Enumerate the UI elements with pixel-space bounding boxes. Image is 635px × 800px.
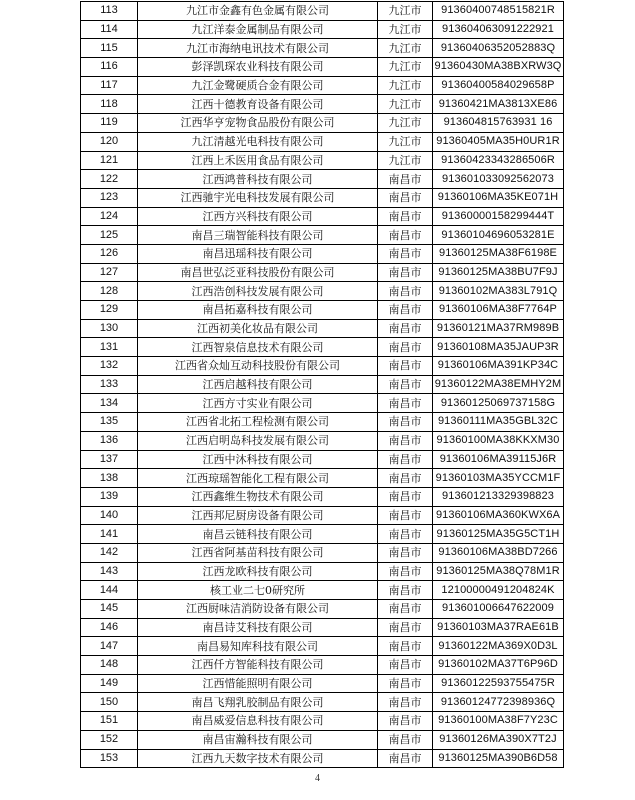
- city-name: 南昌市: [378, 357, 433, 376]
- credit-code: 91360106MA391KP34C: [433, 357, 564, 376]
- city-name: 南昌市: [378, 487, 433, 506]
- row-number: 118: [81, 95, 138, 114]
- credit-code: 91360106MA38F7764P: [433, 301, 564, 320]
- city-name: 九江市: [378, 39, 433, 58]
- row-number: 151: [81, 712, 138, 731]
- city-name: 九江市: [378, 76, 433, 95]
- company-name: 江西上禾医用食品有限公司: [138, 151, 378, 170]
- row-number: 126: [81, 244, 138, 263]
- credit-code: 91360106MA39115J6R: [433, 450, 564, 469]
- company-name: 南昌迅瑶科技有限公司: [138, 244, 378, 263]
- table-row: [81, 413, 564, 432]
- row-number: 142: [81, 543, 138, 562]
- credit-code: 91360102MA383L791Q: [433, 282, 564, 301]
- row-number: 130: [81, 319, 138, 338]
- table-row: [81, 637, 564, 656]
- company-name: 江西九天数字技术有限公司: [138, 749, 378, 768]
- city-name: 南昌市: [378, 749, 433, 768]
- city-name: 南昌市: [378, 525, 433, 544]
- row-number: 113: [81, 2, 138, 21]
- credit-code: 913601213329398823: [433, 487, 564, 506]
- company-name: 江西惜能照明有限公司: [138, 674, 378, 693]
- company-name: 彭泽凯琛农业科技有限公司: [138, 58, 378, 77]
- city-name: 南昌市: [378, 656, 433, 675]
- table-row: [81, 357, 564, 376]
- table-row: [81, 207, 564, 226]
- city-name: 南昌市: [378, 637, 433, 656]
- row-number: 153: [81, 749, 138, 768]
- table-row: [81, 132, 564, 151]
- company-name: 江西龙欧科技有限公司: [138, 562, 378, 581]
- row-number: 132: [81, 357, 138, 376]
- table-row: [81, 394, 564, 413]
- company-name: 南昌三瑞智能科技有限公司: [138, 226, 378, 245]
- company-name: 江西中沐科技有限公司: [138, 450, 378, 469]
- row-number: 116: [81, 58, 138, 77]
- table-row: [81, 749, 564, 768]
- row-number: 121: [81, 151, 138, 170]
- company-name: 江西鸿普科技有限公司: [138, 170, 378, 189]
- credit-code: 91360125069737158G: [433, 394, 564, 413]
- credit-code: 91360122MA369X0D3L: [433, 637, 564, 656]
- table-row: [81, 450, 564, 469]
- row-number: 127: [81, 263, 138, 282]
- company-name: 江西华亨宠物食品股份有限公司: [138, 114, 378, 133]
- company-name: 江西初美化妆品有限公司: [138, 319, 378, 338]
- city-name: 南昌市: [378, 170, 433, 189]
- table-row: [81, 282, 564, 301]
- city-name: 南昌市: [378, 693, 433, 712]
- company-name: 江西十德教育设备有限公司: [138, 95, 378, 114]
- table-row: [81, 506, 564, 525]
- company-table-body: [81, 2, 564, 768]
- city-name: 九江市: [378, 2, 433, 21]
- city-name: 南昌市: [378, 600, 433, 619]
- city-name: 南昌市: [378, 506, 433, 525]
- table-row: [81, 487, 564, 506]
- company-name: 南昌宙瀚科技有限公司: [138, 730, 378, 749]
- city-name: 南昌市: [378, 263, 433, 282]
- company-name: 江西启明岛科技发展有限公司: [138, 431, 378, 450]
- credit-code: 91360103MA35YCCM1F: [433, 469, 564, 488]
- table-row: [81, 581, 564, 600]
- company-name: 九江清越光电科技有限公司: [138, 132, 378, 151]
- credit-code: 91360400584029658P: [433, 76, 564, 95]
- table-row: [81, 712, 564, 731]
- credit-code: 91360121MA37RM989B: [433, 319, 564, 338]
- row-number: 147: [81, 637, 138, 656]
- credit-code: 91360122MA38EMHY2M: [433, 375, 564, 394]
- table-row: [81, 170, 564, 189]
- company-name: 九江金鹭硬质合金有限公司: [138, 76, 378, 95]
- company-name: 南昌世弘泛亚科技股份有限公司: [138, 263, 378, 282]
- credit-code: 91360104696053281E: [433, 226, 564, 245]
- company-name: 九江洋泰金属制品有限公司: [138, 20, 378, 39]
- company-name: 南昌诗艾科技有限公司: [138, 618, 378, 637]
- table-row: [81, 301, 564, 320]
- credit-code: 91360106MA35KE071H: [433, 188, 564, 207]
- row-number: 150: [81, 693, 138, 712]
- table-row: [81, 562, 564, 581]
- row-number: 120: [81, 132, 138, 151]
- credit-code: 91360400748515821R: [433, 2, 564, 21]
- credit-code: 91360406352052883Q: [433, 39, 564, 58]
- city-name: 南昌市: [378, 244, 433, 263]
- credit-code: 91360106MA360KWX6A: [433, 506, 564, 525]
- credit-code: 91360108MA35JAUP3R: [433, 338, 564, 357]
- credit-code: 91360124772398936Q: [433, 693, 564, 712]
- row-number: 144: [81, 581, 138, 600]
- city-name: 南昌市: [378, 301, 433, 320]
- company-name: 江西省阿基苗科技有限公司: [138, 543, 378, 562]
- city-name: 南昌市: [378, 319, 433, 338]
- row-number: 148: [81, 656, 138, 675]
- city-name: 南昌市: [378, 618, 433, 637]
- row-number: 124: [81, 207, 138, 226]
- city-name: 九江市: [378, 114, 433, 133]
- row-number: 137: [81, 450, 138, 469]
- credit-code: 91360430MA38BXRW3Q: [433, 58, 564, 77]
- row-number: 139: [81, 487, 138, 506]
- row-number: 145: [81, 600, 138, 619]
- table-row: [81, 469, 564, 488]
- company-name: 江西省北拓工程检测有限公司: [138, 413, 378, 432]
- credit-code: 91360106MA38BD7266: [433, 543, 564, 562]
- credit-code: 913604815763931 16: [433, 114, 564, 133]
- company-table: [80, 1, 564, 768]
- row-number: 141: [81, 525, 138, 544]
- city-name: 南昌市: [378, 394, 433, 413]
- row-number: 129: [81, 301, 138, 320]
- credit-code: 12100000491204824K: [433, 581, 564, 600]
- row-number: 119: [81, 114, 138, 133]
- credit-code: 91360122593755475R: [433, 674, 564, 693]
- credit-code: 91360125MA38BU7F9J: [433, 263, 564, 282]
- table-row: [81, 674, 564, 693]
- row-number: 134: [81, 394, 138, 413]
- row-number: 125: [81, 226, 138, 245]
- row-number: 123: [81, 188, 138, 207]
- row-number: 149: [81, 674, 138, 693]
- table-row: [81, 431, 564, 450]
- city-name: 九江市: [378, 95, 433, 114]
- company-name: 江西省众灿互动科技股份有限公司: [138, 357, 378, 376]
- city-name: 南昌市: [378, 282, 433, 301]
- table-row: [81, 76, 564, 95]
- table-row: [81, 525, 564, 544]
- table-row: [81, 151, 564, 170]
- company-name: 核工业二七0研究所: [138, 581, 378, 600]
- city-name: 南昌市: [378, 188, 433, 207]
- company-name: 江西智泉信息技术有限公司: [138, 338, 378, 357]
- credit-code: 91360126MA390X7T2J: [433, 730, 564, 749]
- city-name: 南昌市: [378, 207, 433, 226]
- row-number: 114: [81, 20, 138, 39]
- row-number: 152: [81, 730, 138, 749]
- table-row: [81, 244, 564, 263]
- city-name: 九江市: [378, 132, 433, 151]
- credit-code: 913601033092562073: [433, 170, 564, 189]
- page-number: 4: [315, 773, 320, 784]
- credit-code: 91360125MA35G5CT1H: [433, 525, 564, 544]
- credit-code: 91360100MA38KKXM30: [433, 431, 564, 450]
- credit-code: 91360000158299444T: [433, 207, 564, 226]
- row-number: 133: [81, 375, 138, 394]
- credit-code: 91360102MA37T6P96D: [433, 656, 564, 675]
- city-name: 南昌市: [378, 375, 433, 394]
- city-name: 南昌市: [378, 226, 433, 245]
- table-row: [81, 319, 564, 338]
- city-name: 南昌市: [378, 730, 433, 749]
- row-number: 140: [81, 506, 138, 525]
- credit-code: 91360100MA38F7Y23C: [433, 712, 564, 731]
- company-name: 江西鑫维生物技术有限公司: [138, 487, 378, 506]
- company-name: 江西驰宇光电科技发展有限公司: [138, 188, 378, 207]
- company-name: 南昌飞翔乳胶制品有限公司: [138, 693, 378, 712]
- table-row: [81, 600, 564, 619]
- company-name: 南昌拓嘉科技有限公司: [138, 301, 378, 320]
- row-number: 128: [81, 282, 138, 301]
- city-name: 南昌市: [378, 543, 433, 562]
- credit-code: 913604063091222921: [433, 20, 564, 39]
- company-name: 江西方兴科技有限公司: [138, 207, 378, 226]
- credit-code: 91360103MA37RAE61B: [433, 618, 564, 637]
- city-name: 南昌市: [378, 581, 433, 600]
- row-number: 138: [81, 469, 138, 488]
- company-name: 九江市金鑫有色金属有限公司: [138, 2, 378, 21]
- row-number: 146: [81, 618, 138, 637]
- row-number: 143: [81, 562, 138, 581]
- city-name: 南昌市: [378, 450, 433, 469]
- table-row: [81, 114, 564, 133]
- table-row: [81, 618, 564, 637]
- credit-code: 91360405MA35H0UR1R: [433, 132, 564, 151]
- row-number: 135: [81, 413, 138, 432]
- row-number: 115: [81, 39, 138, 58]
- city-name: 九江市: [378, 151, 433, 170]
- company-name: 南昌云链科技有限公司: [138, 525, 378, 544]
- company-name: 江西邦尼厨房设备有限公司: [138, 506, 378, 525]
- table-row: [81, 2, 564, 21]
- credit-code: 91360125MA38F6198E: [433, 244, 564, 263]
- row-number: 131: [81, 338, 138, 357]
- credit-code: 91360125MA390B6D58: [433, 749, 564, 768]
- credit-code: 91360423343286506R: [433, 151, 564, 170]
- table-row: [81, 20, 564, 39]
- company-name: 南昌威爱信息科技有限公司: [138, 712, 378, 731]
- table-row: [81, 693, 564, 712]
- city-name: 南昌市: [378, 431, 433, 450]
- company-name: 江西方寸实业有限公司: [138, 394, 378, 413]
- table-row: [81, 543, 564, 562]
- credit-code: 91360125MA38Q78M1R: [433, 562, 564, 581]
- company-name: 江西仟方智能科技有限公司: [138, 656, 378, 675]
- table-row: [81, 39, 564, 58]
- company-name: 江西浩创科技发展有限公司: [138, 282, 378, 301]
- table-row: [81, 58, 564, 77]
- city-name: 南昌市: [378, 413, 433, 432]
- city-name: 南昌市: [378, 338, 433, 357]
- company-name: 江西厨味洁消防设备有限公司: [138, 600, 378, 619]
- table-row: [81, 375, 564, 394]
- table-row: [81, 263, 564, 282]
- credit-code: 91360421MA3813XE86: [433, 95, 564, 114]
- table-row: [81, 95, 564, 114]
- row-number: 117: [81, 76, 138, 95]
- company-name: 江西启越科技有限公司: [138, 375, 378, 394]
- city-name: 南昌市: [378, 469, 433, 488]
- city-name: 南昌市: [378, 562, 433, 581]
- table-row: [81, 338, 564, 357]
- city-name: 南昌市: [378, 712, 433, 731]
- table-row: [81, 730, 564, 749]
- table-row: [81, 226, 564, 245]
- row-number: 122: [81, 170, 138, 189]
- city-name: 九江市: [378, 20, 433, 39]
- table-row: [81, 656, 564, 675]
- city-name: 九江市: [378, 58, 433, 77]
- credit-code: 913601006647622009: [433, 600, 564, 619]
- company-name: 九江市海纳电讯技术有限公司: [138, 39, 378, 58]
- company-name: 南昌易知库科技有限公司: [138, 637, 378, 656]
- table-row: [81, 188, 564, 207]
- row-number: 136: [81, 431, 138, 450]
- company-name: 江西琼瑶智能化工程有限公司: [138, 469, 378, 488]
- city-name: 南昌市: [378, 674, 433, 693]
- credit-code: 91360111MA35GBL32C: [433, 413, 564, 432]
